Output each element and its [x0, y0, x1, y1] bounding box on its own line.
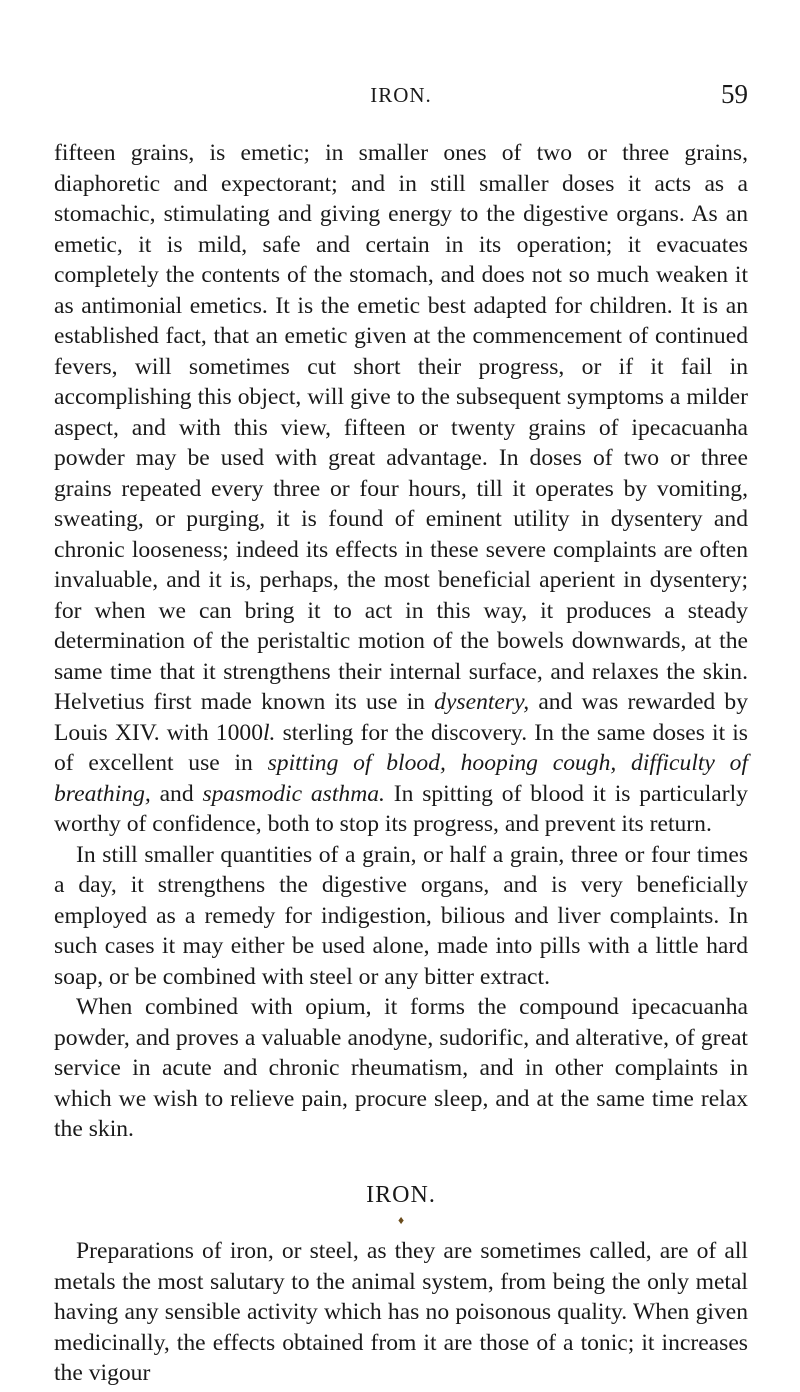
paragraph-smaller-quantities [54, 840, 748, 993]
italic-run: dysentery, [434, 689, 530, 715]
paragraph-combined-with-opium [54, 992, 748, 1145]
text-run: When combined with opium, it forms the compound ipecacuanha powder, and proves a valuable anodyne, sudorific, and alterative, of great service in acute and chronic rheumatism, and in other complaints in which we wish to relieve pain, procure sleep, and at the same time relax the skin. [54, 994, 748, 1142]
running-title: IRON. [370, 83, 432, 107]
paragraph-preparations-of-iron: Preparations of iron, or steel, as they are sometimes called, are of all metals the most salutary to the animal system, from being the only metal having any sensible activity which has no poisonous quality. When given medicinally, the effects obtained from it are those of a tonic; it increases the vigour [54, 1238, 748, 1386]
text-run: In still smaller quantities of a grain, or half a grain, three or four times a day, it strengthens the digestive organs, and is very beneficially employed as a remedy for indigestion, bilious and liver complaints. In such cases it may either be used alone, made into pills with a little hard soap, or be combined with steel or any bitter extract. [54, 841, 748, 990]
paragraph-ipecacuanha-doses [54, 138, 748, 840]
italic-run: spitting of blood, hooping cough, difficulty of breathing, [54, 750, 749, 807]
italic-run: l. [263, 719, 276, 746]
body-text [54, 138, 748, 1389]
page-number: 59 [721, 79, 748, 109]
running-head [54, 79, 748, 113]
section-heading-iron: IRON. [366, 1181, 436, 1208]
italic-run: spasmodic asthma. [202, 780, 385, 807]
text-run: and [150, 780, 203, 807]
text-run: sterling for the discovery. In the same doses it is of excellent use in [54, 719, 748, 776]
text-run: and was rewarded by Louis XIV. with 1000 [54, 689, 748, 746]
printer-mark: ♦ [397, 1213, 405, 1227]
text-run: In spitting of blood it is particularly worthy of confidence, both to stop its progress, and prevent its return. [54, 780, 748, 837]
text-run: fifteen grains, is emetic; in smaller ones of two or three grains, diaphoretic and expectorant; and in still smaller doses it acts as a stomachic, stimulating and giving energy to the digestive organs. As an emetic, it is mild, safe and certain in its operation; it evacuates completely the contents of the stomach, and does not so much weaken it as antimonial emetics. It is the emetic best adapted for children. It is an established fact, that an emetic given at the commencement of continued fevers, will sometimes cut short their progress, or if it fail in accomplishing this object, will give to the subsequent symptoms a milder aspect, and with this view, fifteen or twenty grains of ipecacuanha powder may be used with great advantage. In doses of two or three grains repeated every three or four hours, till it operates by vomiting, sweating, or purging, it is found of eminent utility in dysentery and chronic looseness; indeed its effects in these severe complaints are often invaluable, and it is, perhaps, the most beneficial aperient in dysentery; for when we can bring it to act in this way, it produces a steady determination of the peristaltic motion of the bowels downwards, at the same time that it strengthens their internal surface, and relaxes the skin. Helvetius first made known its use in [54, 140, 748, 715]
